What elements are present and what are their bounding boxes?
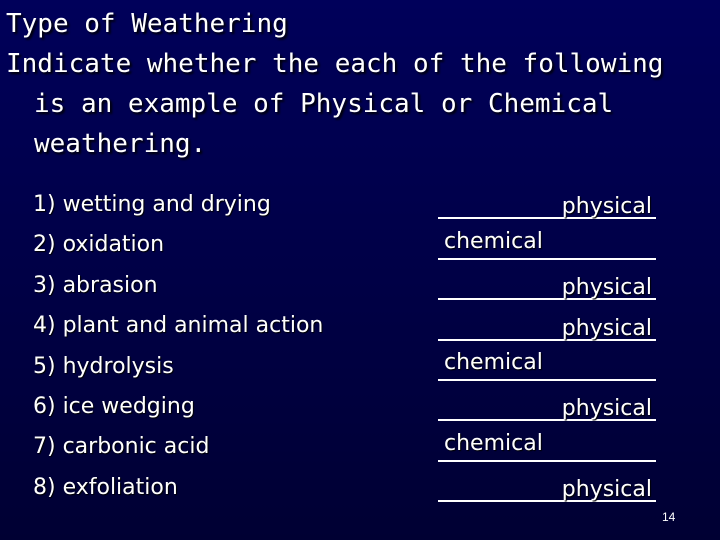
item-list [33, 185, 393, 508]
answer-row [438, 225, 656, 265]
answer-blank [438, 379, 656, 381]
list-item: 7) carbonic acid [33, 434, 210, 460]
answer-blank [438, 460, 656, 462]
answer-row [438, 185, 656, 225]
answer-row [438, 468, 656, 508]
list-item: 8) exfoliation [33, 474, 178, 500]
answer-row [438, 266, 656, 306]
list-item: 6) ice wedging [33, 393, 195, 419]
answer-blank [438, 258, 656, 260]
list-item: 2) oxidation [33, 232, 165, 258]
answer-text: physical [561, 477, 652, 503]
slide-number: 14 [662, 510, 676, 524]
answer-text: chemical [444, 430, 543, 456]
list-item: 5) hydrolysis [33, 353, 174, 379]
list-item: 4) plant and animal action [33, 313, 324, 339]
answer-row [438, 347, 656, 387]
answer-text: chemical [444, 228, 543, 254]
slide-title: Type of Weathering [6, 9, 288, 39]
title-block [6, 4, 712, 164]
instruction-line-1: Indicate whether the each of the following [6, 49, 664, 79]
answer-text: physical [561, 275, 652, 301]
answer-row [438, 306, 656, 346]
instruction-line-3: weathering. [34, 129, 207, 159]
instruction-line-2: is an example of Physical or Chemical [34, 89, 614, 119]
list-item: 1) wetting and drying [33, 192, 271, 217]
answer-text: physical [561, 194, 652, 220]
list-item: 3) abrasion [33, 272, 158, 298]
answer-text: physical [561, 315, 652, 341]
answer-text: physical [561, 396, 652, 422]
answer-text: chemical [444, 349, 543, 375]
answer-list [438, 185, 656, 508]
answer-row [438, 387, 656, 427]
answer-row [438, 427, 656, 467]
